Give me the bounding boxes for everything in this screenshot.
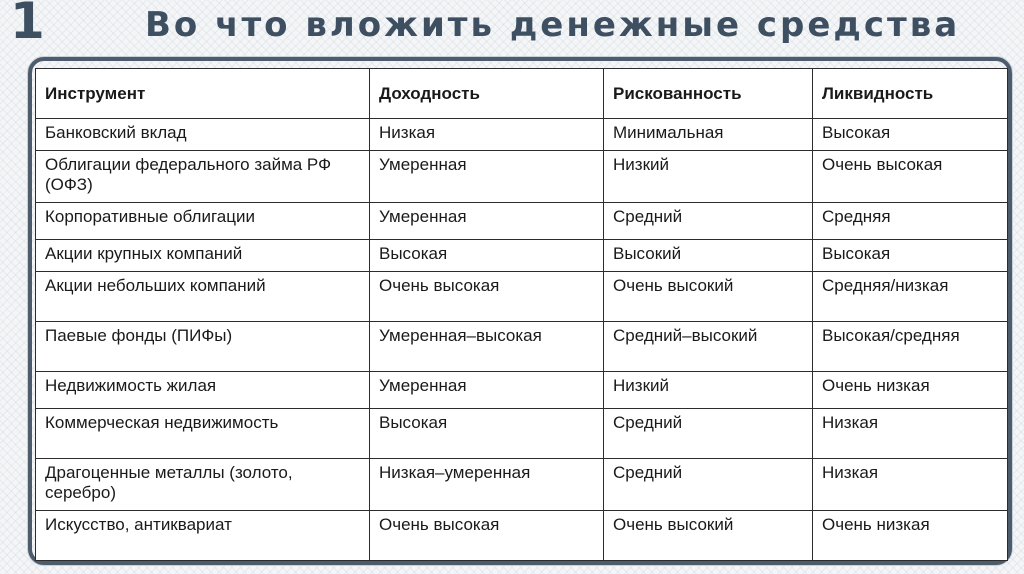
cell-liquidity: Низкая bbox=[813, 459, 1008, 511]
cell-liquidity: Высокая bbox=[813, 119, 1008, 151]
cell-yield: Умеренная bbox=[370, 203, 604, 240]
cell-risk: Низкий bbox=[604, 372, 813, 409]
cell-instrument: Облигации федерального займа РФ (ОФЗ) bbox=[36, 151, 370, 203]
cell-liquidity: Очень низкая bbox=[813, 372, 1008, 409]
header-risk: Рискованность bbox=[604, 69, 813, 119]
table-row bbox=[36, 240, 1008, 272]
table-row bbox=[36, 272, 1008, 322]
cell-risk: Средний–высокий bbox=[604, 322, 813, 372]
cell-liquidity: Высокая bbox=[813, 240, 1008, 272]
cell-instrument: Корпоративные облигации bbox=[36, 203, 370, 240]
cell-yield: Низкая–умеренная bbox=[370, 459, 604, 511]
cell-instrument: Акции небольших компаний bbox=[36, 272, 370, 322]
cell-yield: Очень высокая bbox=[370, 511, 604, 561]
cell-liquidity: Очень низкая bbox=[813, 511, 1008, 561]
cell-risk: Средний bbox=[604, 459, 813, 511]
slide-title: Во что вложить денежные средства bbox=[145, 5, 961, 45]
cell-instrument: Коммерческая недвижимость bbox=[36, 409, 370, 459]
cell-instrument: Банковский вклад bbox=[36, 119, 370, 151]
header-liquidity: Ликвидность bbox=[813, 69, 1008, 119]
table-row bbox=[36, 119, 1008, 151]
slide-number: 1 bbox=[10, 0, 45, 50]
investment-table-container bbox=[35, 68, 1007, 558]
cell-risk: Средний bbox=[604, 203, 813, 240]
cell-risk: Очень высокий bbox=[604, 511, 813, 561]
cell-instrument: Недвижимость жилая bbox=[36, 372, 370, 409]
cell-instrument: Акции крупных компаний bbox=[36, 240, 370, 272]
cell-yield: Низкая bbox=[370, 119, 604, 151]
table-row bbox=[36, 372, 1008, 409]
cell-instrument: Паевые фонды (ПИФы) bbox=[36, 322, 370, 372]
cell-risk: Очень высокий bbox=[604, 272, 813, 322]
table-row bbox=[36, 409, 1008, 459]
table-header-row bbox=[36, 69, 1008, 119]
table-row bbox=[36, 151, 1008, 203]
cell-liquidity: Очень высокая bbox=[813, 151, 1008, 203]
cell-liquidity: Низкая bbox=[813, 409, 1008, 459]
cell-instrument: Искусство, антиквариат bbox=[36, 511, 370, 561]
cell-risk: Низкий bbox=[604, 151, 813, 203]
cell-yield: Умеренная bbox=[370, 151, 604, 203]
cell-yield: Высокая bbox=[370, 409, 604, 459]
cell-risk: Высокий bbox=[604, 240, 813, 272]
cell-liquidity: Средняя bbox=[813, 203, 1008, 240]
cell-yield: Умеренная–высокая bbox=[370, 322, 604, 372]
cell-yield: Очень высокая bbox=[370, 272, 604, 322]
table-row bbox=[36, 203, 1008, 240]
cell-yield: Высокая bbox=[370, 240, 604, 272]
header-yield: Доходность bbox=[370, 69, 604, 119]
table-row bbox=[36, 511, 1008, 561]
cell-risk: Средний bbox=[604, 409, 813, 459]
investment-table bbox=[35, 68, 1008, 561]
table-row bbox=[36, 459, 1008, 511]
cell-risk: Минимальная bbox=[604, 119, 813, 151]
cell-liquidity: Средняя/низкая bbox=[813, 272, 1008, 322]
cell-liquidity: Высокая/средняя bbox=[813, 322, 1008, 372]
table-row bbox=[36, 322, 1008, 372]
header-instrument: Инструмент bbox=[36, 69, 370, 119]
cell-instrument: Драгоценные металлы (золото, серебро) bbox=[36, 459, 370, 511]
cell-yield: Умеренная bbox=[370, 372, 604, 409]
